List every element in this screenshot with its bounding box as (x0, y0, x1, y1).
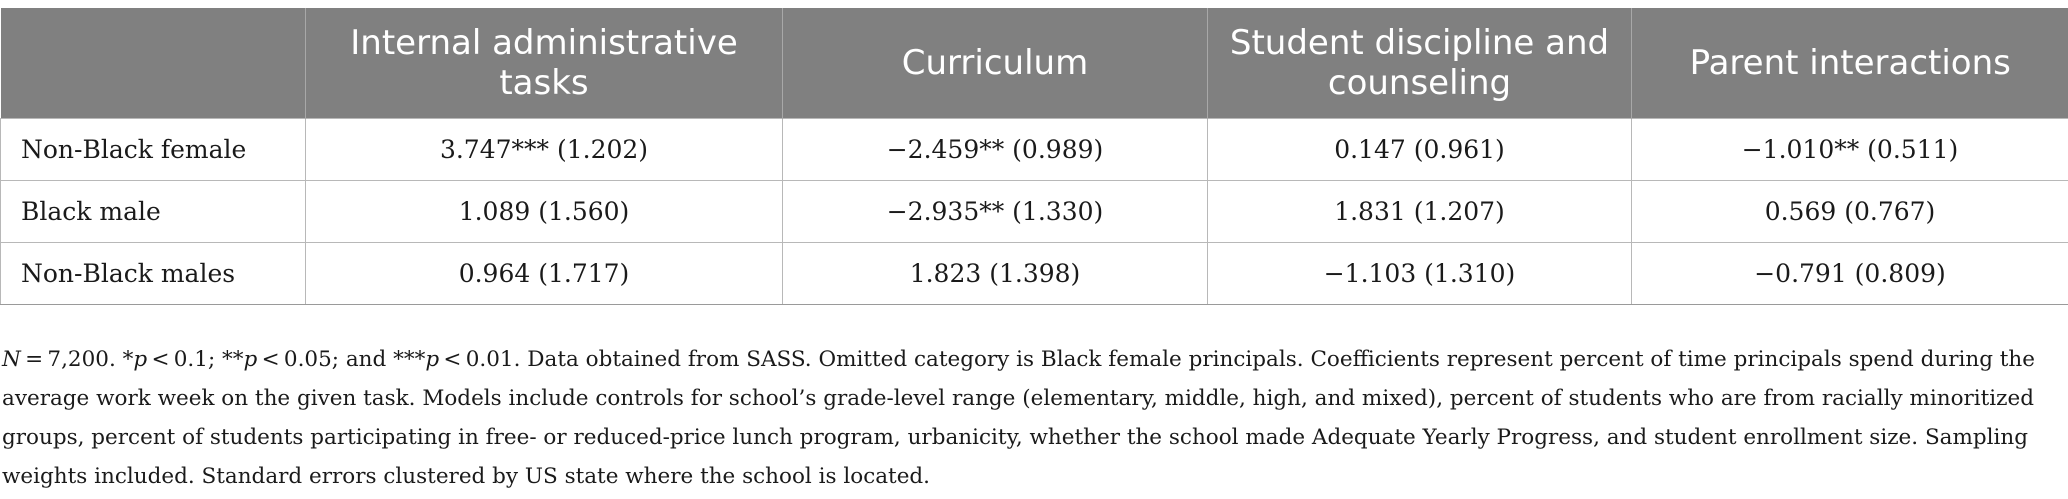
table-cell: 1.831 (1.207) (1208, 180, 1632, 242)
footnote-n-symbol: N (2, 347, 21, 372)
table-cell: 0.147 (0.961) (1208, 118, 1632, 180)
table-footnote (2, 340, 2042, 496)
footnote-p-symbol: p (243, 347, 258, 372)
footnote-p-symbol: p (133, 347, 148, 372)
header-parent-interactions: Parent interactions (1632, 8, 2068, 118)
row-label: Non-Black males (1, 242, 306, 304)
table-cell: −2.935** (1.330) (783, 180, 1208, 242)
table-cell: −1.103 (1.310) (1208, 242, 1632, 304)
footnote-p-symbol: p (425, 347, 440, 372)
footnote-p-threshold: < 0.05; and *** (257, 347, 426, 372)
footnote-body: < 0.01. Data obtained from SASS. Omitted category is Black female principals. Coefficients represent percent of time principals spend during the average work week on the given task. Models include controls for school’s grade-level range (elementary, middle, high, and mixed), percent of students who are from racially minoritized groups, percent of students participating in free- or reduced-price lunch program, urbanicity, whether the school made Adequate Yearly Progress, and student enrollment size. Sampling weights included. Standard errors clustered by US state where the school is located. (2, 347, 2036, 489)
table-cell: 1.089 (1.560) (306, 180, 783, 242)
table-row (1, 180, 2068, 242)
row-label: Black male (1, 180, 306, 242)
table-cell: 1.823 (1.398) (783, 242, 1208, 304)
table-cell: −0.791 (0.809) (1632, 242, 2068, 304)
header-discipline-counseling: Student discipline and counseling (1208, 8, 1632, 118)
table-cell: −1.010** (0.511) (1632, 118, 2068, 180)
table-body (1, 118, 2068, 304)
table-row (1, 242, 2068, 304)
header-cell-empty (1, 8, 306, 118)
table-cell: 3.747*** (1.202) (306, 118, 783, 180)
header-curriculum: Curriculum (783, 8, 1208, 118)
table-cell: −2.459** (0.989) (783, 118, 1208, 180)
table-cell: 0.569 (0.767) (1632, 180, 2068, 242)
table-cell: 0.964 (1.717) (306, 242, 783, 304)
header-row (1, 8, 2068, 118)
header-internal-admin: Internal administrative tasks (306, 8, 783, 118)
row-label: Non-Black female (1, 118, 306, 180)
footnote-n-value: = 7,200. * (20, 347, 134, 372)
footnote-p-threshold: < 0.1; ** (147, 347, 244, 372)
results-table-container (0, 8, 2068, 305)
results-table (0, 8, 2068, 305)
table-header (1, 8, 2068, 118)
table-row (1, 118, 2068, 180)
